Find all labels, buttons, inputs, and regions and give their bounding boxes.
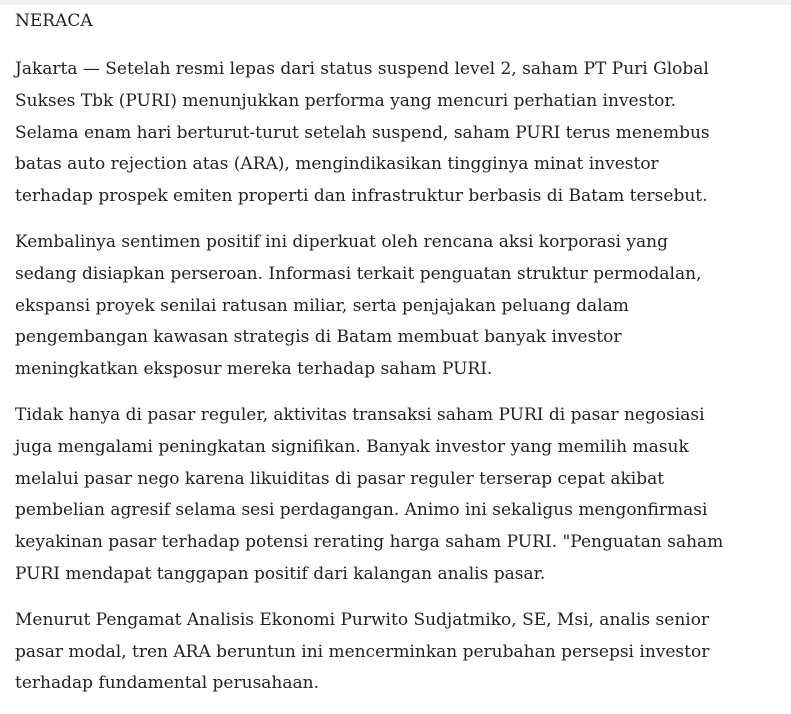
paragraph-line: Tidak hanya di pasar reguler, aktivitas transaksi saham PURI di pasar negosiasi [15,404,705,425]
paragraph-line: terhadap fundamental perusahaan. [15,673,319,694]
paragraph-line: pembelian agresif selama sesi perdagangan. Animo ini sekaligus mengonfirmasi [15,500,708,521]
paragraph-line: Menurut Pengamat Analisis Ekonomi Purwito Sudjatmiko, SE, Msi, analis senior [15,609,710,630]
paragraph-line: batas auto rejection atas (ARA), mengindikasikan tingginya minat investor [15,154,659,175]
paragraph-line: pengembangan kawasan strategis di Batam membuat banyak investor [15,327,622,348]
paragraph-line: Selama enam hari berturut-turut setelah suspend, saham PURI terus menembus [15,122,710,143]
paragraph-line: juga mengalami peningkatan signifikan. Banyak investor yang memilih masuk [15,436,689,457]
article-source: NERACA [15,11,93,31]
paragraph-line: Sukses Tbk (PURI) menunjukkan performa yang mencuri perhatian investor. [15,90,677,111]
paragraph-line: sedang disiapkan perseroan. Informasi terkait penguatan struktur permodalan, [15,263,702,284]
paragraph-line: melalui pasar nego karena likuiditas di pasar reguler terserap cepat akibat [15,468,665,489]
top-divider [0,0,791,5]
article-paragraphs [15,54,785,700]
article-paragraph [15,400,785,591]
paragraph-line: keyakinan pasar terhadap potensi rerating harga saham PURI. "Penguatan saham [15,532,724,553]
paragraph-line: pasar modal, tren ARA beruntun ini mencerminkan perubahan persepsi investor [15,641,710,662]
article-paragraph [15,227,785,386]
paragraph-line: meningkatkan eksposur mereka terhadap saham PURI. [15,359,493,380]
article-body [15,6,785,714]
article-paragraph [15,605,785,700]
paragraph-line: terhadap prospek emiten properti dan infrastruktur berbasis di Batam tersebut. [15,186,708,207]
paragraph-line: PURI mendapat tanggapan positif dari kalangan analis pasar. [15,563,546,584]
article-paragraph [15,54,785,213]
paragraph-line: Jakarta — Setelah resmi lepas dari status suspend level 2, saham PT Puri Global [15,59,709,79]
paragraph-line: Kembalinya sentimen positif ini diperkuat oleh rencana aksi korporasi yang [15,231,668,252]
paragraph-line: ekspansi proyek senilai ratusan miliar, serta penjajakan peluang dalam [15,295,629,316]
